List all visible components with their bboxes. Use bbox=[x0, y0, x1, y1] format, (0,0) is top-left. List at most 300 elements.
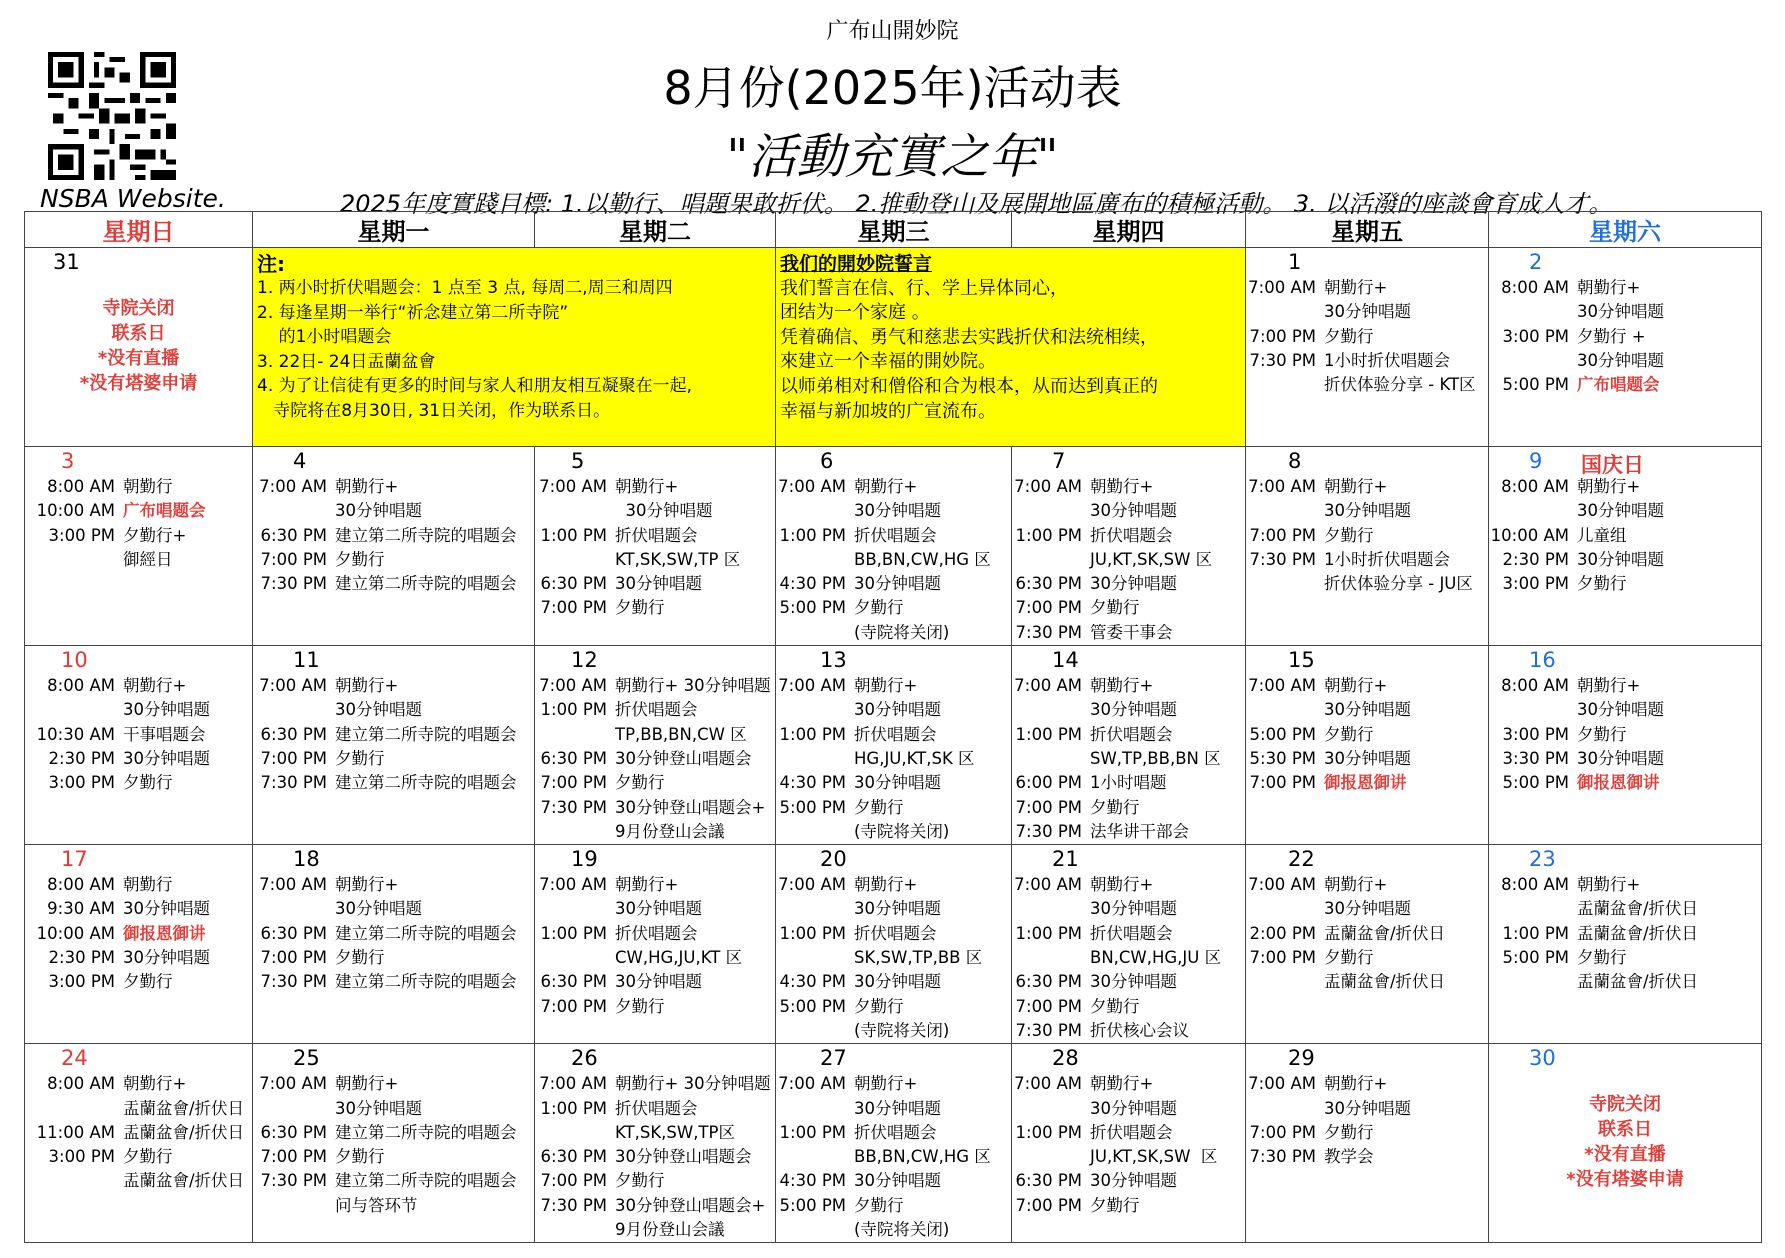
day-cell-30[interactable] bbox=[1489, 1044, 1762, 1243]
event-time: 6:30 PM bbox=[540, 1147, 607, 1167]
weekday-wednesday: 星期三 bbox=[776, 212, 1012, 248]
event-time: 7:00 AM bbox=[259, 875, 327, 895]
day-cell-27[interactable] bbox=[776, 1044, 1012, 1243]
note-line: 2. 每逢星期一举行“祈念建立第二所寺院” bbox=[257, 302, 569, 323]
event-time bbox=[1246, 499, 1316, 523]
day-cell-22[interactable] bbox=[1246, 845, 1489, 1044]
event-time: 6:30 PM bbox=[260, 525, 327, 545]
vow-line: 以师弟相对和僧俗和合为根本，从而达到真正的 bbox=[780, 375, 1158, 397]
event-time: 7:00 AM bbox=[1014, 1074, 1082, 1094]
event-time: 7:00 PM bbox=[540, 773, 607, 793]
event-description: 30分钟唱题 bbox=[123, 748, 210, 768]
event-time: 7:00 AM bbox=[539, 676, 607, 696]
event-time: 6:00 PM bbox=[1015, 773, 1082, 793]
event-time: 7:30 PM bbox=[1015, 821, 1082, 841]
event-item bbox=[253, 922, 534, 946]
event-item bbox=[1489, 572, 1761, 596]
weekday-tuesday: 星期二 bbox=[535, 212, 776, 248]
event-description: 夕勤行 bbox=[1324, 948, 1374, 968]
event-time: 7:00 PM bbox=[540, 1171, 607, 1191]
day-cell-8[interactable] bbox=[1246, 447, 1489, 646]
event-description: 盂蘭盆會/折伏日 bbox=[1577, 972, 1699, 992]
event-time: 8:00 AM bbox=[1501, 875, 1569, 895]
event-item bbox=[25, 475, 252, 499]
event-time bbox=[535, 723, 607, 747]
event-item bbox=[1012, 723, 1245, 747]
event-description: 30分钟唱题 bbox=[1577, 302, 1664, 322]
event-item bbox=[1246, 970, 1488, 994]
event-time: 7:00 AM bbox=[1014, 676, 1082, 696]
event-item bbox=[25, 1145, 252, 1169]
day-cell-17[interactable] bbox=[25, 845, 253, 1044]
day-cell-19[interactable] bbox=[535, 845, 776, 1044]
event-item bbox=[1012, 524, 1245, 548]
event-item bbox=[1489, 747, 1761, 771]
event-time bbox=[1246, 300, 1316, 324]
event-description: 夕勤行 bbox=[335, 948, 385, 968]
event-item bbox=[1012, 572, 1245, 596]
event-item bbox=[1012, 475, 1245, 499]
day-cell-12[interactable] bbox=[535, 646, 776, 845]
day-number: 3 bbox=[61, 449, 75, 473]
event-time: 5:00 PM bbox=[1502, 948, 1569, 968]
event-time: 11:00 AM bbox=[36, 1122, 115, 1142]
day-cell-13[interactable] bbox=[776, 646, 1012, 845]
event-description: 折伏唱题会 bbox=[854, 724, 937, 744]
event-time bbox=[1246, 970, 1316, 994]
event-time bbox=[1012, 1145, 1082, 1169]
event-time: 1:00 PM bbox=[1015, 1122, 1082, 1142]
event-item bbox=[1246, 1145, 1488, 1169]
event-time bbox=[253, 897, 327, 921]
event-time: 3:00 PM bbox=[1502, 326, 1569, 346]
event-time: 7:00 AM bbox=[539, 1074, 607, 1094]
event-time bbox=[535, 499, 607, 523]
website-label[interactable]: NSBA Website. bbox=[40, 184, 226, 213]
event-description: 朝勤行+ 30分钟唱题 bbox=[615, 1074, 771, 1094]
event-time bbox=[776, 897, 846, 921]
day-cell-26[interactable] bbox=[535, 1044, 776, 1243]
event-item bbox=[25, 922, 252, 946]
event-item bbox=[535, 747, 775, 771]
event-description: 30分钟唱题 bbox=[1090, 501, 1177, 521]
event-time: 7:00 AM bbox=[778, 676, 846, 696]
event-item bbox=[535, 524, 775, 548]
day-number: 11 bbox=[293, 648, 320, 673]
event-time: 7:30 PM bbox=[260, 1171, 327, 1191]
event-time: 1:00 PM bbox=[779, 724, 846, 744]
event-time bbox=[776, 548, 846, 572]
event-time bbox=[25, 548, 115, 572]
event-item bbox=[1012, 548, 1245, 572]
day-cell-14[interactable] bbox=[1012, 646, 1246, 845]
event-description: 朝勤行+ bbox=[123, 1074, 187, 1094]
event-item bbox=[535, 820, 775, 844]
event-time bbox=[253, 499, 327, 523]
event-item bbox=[1246, 475, 1488, 499]
event-description: 30分钟唱题 bbox=[1324, 748, 1411, 768]
event-item bbox=[253, 897, 534, 921]
event-description: 折伏唱题会 bbox=[615, 700, 698, 720]
event-description: 30分钟唱题 bbox=[335, 1098, 422, 1118]
event-description: 夕勤行 bbox=[615, 996, 665, 1016]
event-description: 夕勤行 bbox=[123, 972, 173, 992]
event-description: 朝勤行+ bbox=[854, 477, 918, 496]
event-description: BN,CW,HG,JU 区 bbox=[1090, 948, 1222, 968]
event-time: 7:30 PM bbox=[1249, 1147, 1316, 1167]
event-description: 朝勤行+ bbox=[335, 1074, 399, 1094]
day-cell-3[interactable] bbox=[25, 447, 253, 646]
event-description: 朝勤行+ bbox=[854, 1074, 918, 1094]
event-description: 建立第二所寺院的唱题会 bbox=[335, 525, 517, 545]
event-description: 折伏唱题会 bbox=[1090, 923, 1173, 943]
day-number: 8 bbox=[1288, 449, 1302, 473]
event-time: 8:00 AM bbox=[1501, 676, 1569, 696]
event-item bbox=[776, 572, 1011, 596]
event-item bbox=[1012, 946, 1245, 970]
event-time: 7:00 PM bbox=[1015, 996, 1082, 1016]
event-description: 折伏唱题会 bbox=[615, 525, 698, 545]
event-description: 30分钟唱题 bbox=[123, 899, 210, 919]
event-time bbox=[253, 1097, 327, 1121]
event-description: 30分钟唱题 bbox=[1324, 899, 1411, 919]
event-time: 7:00 AM bbox=[778, 875, 846, 895]
day-cell-16[interactable] bbox=[1489, 646, 1762, 845]
event-item bbox=[25, 524, 252, 548]
event-description: 朝勤行+ bbox=[854, 676, 918, 696]
day-cell-20[interactable] bbox=[776, 845, 1012, 1044]
event-description: 盂蘭盆會/折伏日 bbox=[123, 1122, 245, 1142]
event-time bbox=[1246, 897, 1316, 921]
event-item bbox=[1489, 922, 1761, 946]
event-item bbox=[535, 548, 775, 572]
event-description: 儿童组 bbox=[1577, 525, 1627, 545]
event-description: BB,BN,CW,HG 区 bbox=[854, 549, 991, 569]
event-item bbox=[535, 723, 775, 747]
event-time: 6:30 PM bbox=[1015, 1171, 1082, 1191]
event-description: 折伏唱题会 bbox=[1090, 525, 1173, 545]
closed-notice: 寺院关闭 联系日 *没有直播 *没有塔婆申请 bbox=[79, 298, 198, 394]
calendar-grid bbox=[24, 211, 1762, 1243]
event-time bbox=[535, 946, 607, 970]
event-description: 夕勤行 bbox=[854, 797, 904, 817]
event-time: 7:00 PM bbox=[1015, 598, 1082, 618]
event-time: 9:30 AM bbox=[47, 899, 115, 919]
event-item bbox=[25, 499, 252, 523]
event-time: 1:00 PM bbox=[779, 1122, 846, 1142]
event-description: 朝勤行+ bbox=[1324, 676, 1388, 696]
event-time: 10:00 AM bbox=[1490, 525, 1569, 545]
event-description: 30分钟唱题 bbox=[1577, 350, 1664, 370]
event-item bbox=[1246, 674, 1488, 698]
notes-heading: 注: bbox=[257, 252, 285, 276]
event-description: 夕勤行 bbox=[1090, 797, 1140, 817]
event-item bbox=[253, 970, 534, 994]
event-item bbox=[25, 946, 252, 970]
event-time: 1:00 PM bbox=[1015, 525, 1082, 545]
event-time bbox=[1489, 499, 1569, 523]
event-description: 夕勤行 bbox=[1577, 724, 1627, 744]
event-item bbox=[1246, 325, 1488, 349]
event-time bbox=[776, 499, 846, 523]
event-item bbox=[1012, 873, 1245, 897]
day-cell-24[interactable] bbox=[25, 1044, 253, 1243]
day-cell-5[interactable] bbox=[535, 447, 776, 646]
event-time: 7:00 PM bbox=[1249, 1122, 1316, 1142]
event-description: 教学会 bbox=[1324, 1147, 1374, 1167]
event-item bbox=[1012, 1121, 1245, 1145]
event-description: 朝勤行+ bbox=[1090, 1074, 1154, 1094]
event-time: 7:30 PM bbox=[1249, 350, 1316, 370]
event-item bbox=[253, 475, 534, 499]
event-time: 7:30 PM bbox=[260, 574, 327, 594]
event-time: 7:00 AM bbox=[259, 477, 327, 496]
day-cell-11[interactable] bbox=[253, 646, 535, 845]
event-description: 夕勤行 bbox=[1324, 724, 1374, 744]
vow-line: 來建立一个幸福的開妙院。 bbox=[780, 351, 996, 373]
event-item bbox=[1012, 922, 1245, 946]
event-description: 30分钟唱题 bbox=[615, 899, 702, 919]
event-description: 朝勤行+ bbox=[1090, 676, 1154, 696]
event-description: 夕勤行 bbox=[1577, 574, 1627, 594]
event-time: 10:30 AM bbox=[36, 724, 115, 744]
event-item bbox=[1246, 373, 1488, 397]
event-description: BB,BN,CW,HG 区 bbox=[854, 1147, 991, 1167]
event-description: 30分钟唱题 bbox=[854, 700, 941, 720]
vow-line: 我们誓言在信、行、学上异体同心， bbox=[780, 277, 1068, 299]
event-item bbox=[1012, 1097, 1245, 1121]
event-time bbox=[25, 1169, 115, 1193]
note-line: 4. 为了让信徒有更多的时间与家人和朋友相互凝聚在一起, bbox=[257, 376, 693, 397]
event-time bbox=[25, 698, 115, 722]
event-time: 7:00 AM bbox=[1014, 477, 1082, 496]
day-cell-28[interactable] bbox=[1012, 1044, 1246, 1243]
event-item bbox=[776, 596, 1011, 620]
annual-goals: 2025年度實踐目標: 1.以勤行、唱題果敢折伏。 2.推動登山及展開地區廣布的積極活動。 3. 以活潑的座談會育成人才。 bbox=[340, 190, 1613, 218]
event-item bbox=[1012, 596, 1245, 620]
day-cell-4[interactable] bbox=[253, 447, 535, 646]
day-cell-2[interactable] bbox=[1489, 248, 1762, 447]
event-time: 7:00 PM bbox=[1249, 326, 1316, 346]
day-cell-18[interactable] bbox=[253, 845, 535, 1044]
page-title: 8月份(2025年)活动表 bbox=[663, 61, 1122, 115]
event-description: 夕勤行 bbox=[335, 1147, 385, 1167]
event-time: 3:00 PM bbox=[48, 525, 115, 545]
event-description: 30分钟唱题 bbox=[615, 574, 702, 594]
motto: "活動充實之年" bbox=[726, 129, 1059, 185]
event-item bbox=[535, 1072, 775, 1096]
event-time: 7:30 PM bbox=[1015, 1020, 1082, 1040]
day-cell-15[interactable] bbox=[1246, 646, 1489, 845]
event-description: CW,HG,JU,KT 区 bbox=[615, 948, 743, 968]
event-time: 8:00 AM bbox=[1501, 278, 1569, 297]
event-item bbox=[1012, 1072, 1245, 1096]
event-item bbox=[776, 499, 1011, 523]
day-cell-10[interactable] bbox=[25, 646, 253, 845]
event-time: 2:00 PM bbox=[1249, 923, 1316, 943]
event-description: 30分钟唱题 bbox=[123, 700, 210, 720]
event-time bbox=[1246, 1097, 1316, 1121]
event-time bbox=[1489, 897, 1569, 921]
event-item bbox=[1012, 796, 1245, 820]
event-item bbox=[253, 771, 534, 795]
day-cell-9[interactable] bbox=[1489, 447, 1762, 646]
event-time bbox=[1489, 698, 1569, 722]
event-item bbox=[535, 1194, 775, 1218]
event-time: 5:30 PM bbox=[1249, 748, 1316, 768]
event-item bbox=[1246, 1097, 1488, 1121]
event-item bbox=[776, 995, 1011, 1019]
event-item bbox=[253, 1097, 534, 1121]
event-item bbox=[1012, 970, 1245, 994]
event-time: 1:00 PM bbox=[1015, 923, 1082, 943]
event-description: 30分钟唱题 bbox=[854, 972, 941, 992]
day-number: 26 bbox=[571, 1046, 598, 1071]
event-item bbox=[1012, 995, 1245, 1019]
event-item bbox=[1489, 946, 1761, 970]
day-cell-25[interactable] bbox=[253, 1044, 535, 1243]
event-time: 8:00 AM bbox=[1501, 477, 1569, 496]
event-time: 6:30 PM bbox=[260, 923, 327, 943]
event-item bbox=[25, 1169, 252, 1193]
day-number: 28 bbox=[1052, 1046, 1079, 1071]
event-item bbox=[1012, 621, 1245, 645]
event-description: 30分钟唱题 bbox=[854, 773, 941, 793]
event-time: 7:00 PM bbox=[540, 598, 607, 618]
event-item bbox=[776, 475, 1011, 499]
note-line: 的1小时唱题会 bbox=[257, 327, 392, 348]
event-item bbox=[1489, 499, 1761, 523]
event-description: 朝勤行 bbox=[123, 477, 173, 496]
event-item bbox=[25, 747, 252, 771]
vow-line: 团结为一个家庭 。 bbox=[780, 302, 930, 324]
event-description: 盂蘭盆會/折伏日 bbox=[123, 1098, 245, 1118]
event-item bbox=[253, 1194, 534, 1218]
day-number: 1 bbox=[1288, 250, 1302, 274]
event-time bbox=[1489, 300, 1569, 324]
event-description: 夕勤行 bbox=[1090, 1195, 1140, 1215]
event-time: 8:00 AM bbox=[47, 477, 115, 496]
event-description: 朝勤行+ bbox=[1577, 676, 1641, 696]
event-description: 30分钟唱题 bbox=[335, 501, 422, 521]
event-description: (寺院将关闭) bbox=[854, 622, 950, 642]
day-number: 24 bbox=[61, 1046, 88, 1071]
day-cell-6[interactable] bbox=[776, 447, 1012, 646]
qr-code-icon[interactable] bbox=[48, 52, 176, 180]
event-item bbox=[1489, 873, 1761, 897]
event-description: 朝勤行+ bbox=[854, 875, 918, 895]
event-item bbox=[1489, 300, 1761, 324]
day-cell-21[interactable] bbox=[1012, 845, 1246, 1044]
weekday-header-row bbox=[25, 212, 1762, 248]
event-item bbox=[25, 548, 252, 572]
event-time: 4:30 PM bbox=[779, 1171, 846, 1191]
event-description: 夕勤行 bbox=[123, 1147, 173, 1167]
event-time: 10:00 AM bbox=[36, 923, 115, 943]
event-time: 4:30 PM bbox=[779, 972, 846, 992]
notes-panel bbox=[253, 248, 776, 447]
event-description: 30分钟唱题 bbox=[1090, 1098, 1177, 1118]
event-description: 盂蘭盆會/折伏日 bbox=[1324, 972, 1446, 992]
event-description: 朝勤行+ bbox=[1324, 875, 1388, 895]
event-item bbox=[1489, 897, 1761, 921]
event-description: 朝勤行 bbox=[123, 875, 173, 895]
note-line: 3. 22日- 24日盂蘭盆會 bbox=[257, 351, 436, 372]
event-description: 30分钟唱题 bbox=[1324, 302, 1411, 322]
event-description: 管委干事会 bbox=[1090, 622, 1173, 642]
event-time: 7:30 PM bbox=[260, 972, 327, 992]
event-time: 4:30 PM bbox=[779, 773, 846, 793]
event-item bbox=[1246, 300, 1488, 324]
event-description: 折伏唱题会 bbox=[1090, 724, 1173, 744]
event-time: 4:30 PM bbox=[779, 574, 846, 594]
day-number: 23 bbox=[1529, 847, 1556, 872]
event-time: 7:00 PM bbox=[260, 549, 327, 569]
event-item bbox=[253, 747, 534, 771]
event-item bbox=[25, 674, 252, 698]
day-cell-23[interactable] bbox=[1489, 845, 1762, 1044]
event-time bbox=[776, 820, 846, 844]
event-item bbox=[1246, 771, 1488, 795]
event-description: 夕勤行 bbox=[1324, 326, 1374, 346]
event-item bbox=[1012, 820, 1245, 844]
event-time bbox=[535, 1121, 607, 1145]
day-cell-31[interactable] bbox=[25, 248, 253, 447]
event-time: 7:00 AM bbox=[1248, 676, 1316, 696]
event-description: 30分钟唱题 bbox=[854, 1171, 941, 1191]
event-description: 夕勤行 bbox=[1577, 948, 1627, 968]
day-cell-1[interactable] bbox=[1246, 248, 1489, 447]
event-item bbox=[776, 922, 1011, 946]
day-number: 7 bbox=[1052, 449, 1066, 473]
event-item bbox=[535, 572, 775, 596]
event-description: 30分钟唱题 bbox=[1090, 574, 1177, 594]
day-cell-29[interactable] bbox=[1246, 1044, 1489, 1243]
note-line: 1. 两小时折伏唱题会：1 点至 3 点, 每周二,周三和周四 bbox=[257, 278, 673, 298]
event-item bbox=[1246, 747, 1488, 771]
event-item bbox=[1012, 499, 1245, 523]
event-item bbox=[1489, 970, 1761, 994]
day-cell-7[interactable] bbox=[1012, 447, 1246, 646]
event-time: 1:00 PM bbox=[779, 525, 846, 545]
event-time bbox=[253, 1194, 327, 1218]
day-number: 2 bbox=[1529, 250, 1543, 274]
event-description: 法华讲干部会 bbox=[1090, 821, 1189, 841]
event-time bbox=[535, 897, 607, 921]
event-description: JU,KT,SK,SW 区 bbox=[1090, 1147, 1218, 1167]
event-item bbox=[25, 698, 252, 722]
event-description: (寺院将关闭) bbox=[854, 821, 950, 841]
event-item bbox=[253, 873, 534, 897]
event-time: 5:00 PM bbox=[779, 996, 846, 1016]
event-description: 朝勤行+ bbox=[1577, 278, 1641, 297]
event-item bbox=[535, 1169, 775, 1193]
event-time: 5:00 PM bbox=[779, 1195, 846, 1215]
event-time: 7:00 AM bbox=[539, 875, 607, 895]
day-number: 13 bbox=[820, 648, 847, 673]
event-time: 6:30 PM bbox=[1015, 574, 1082, 594]
event-item bbox=[1246, 349, 1488, 373]
event-item bbox=[776, 674, 1011, 698]
event-time bbox=[776, 946, 846, 970]
event-item bbox=[25, 771, 252, 795]
event-description: SW,TP,BB,BN 区 bbox=[1090, 748, 1221, 768]
event-item bbox=[1012, 771, 1245, 795]
event-description: 夕勤行 + bbox=[1577, 326, 1646, 346]
event-description: 盂蘭盆會/折伏日 bbox=[1577, 923, 1699, 943]
event-description: 30分钟唱题 bbox=[1577, 549, 1664, 569]
event-item bbox=[253, 548, 534, 572]
